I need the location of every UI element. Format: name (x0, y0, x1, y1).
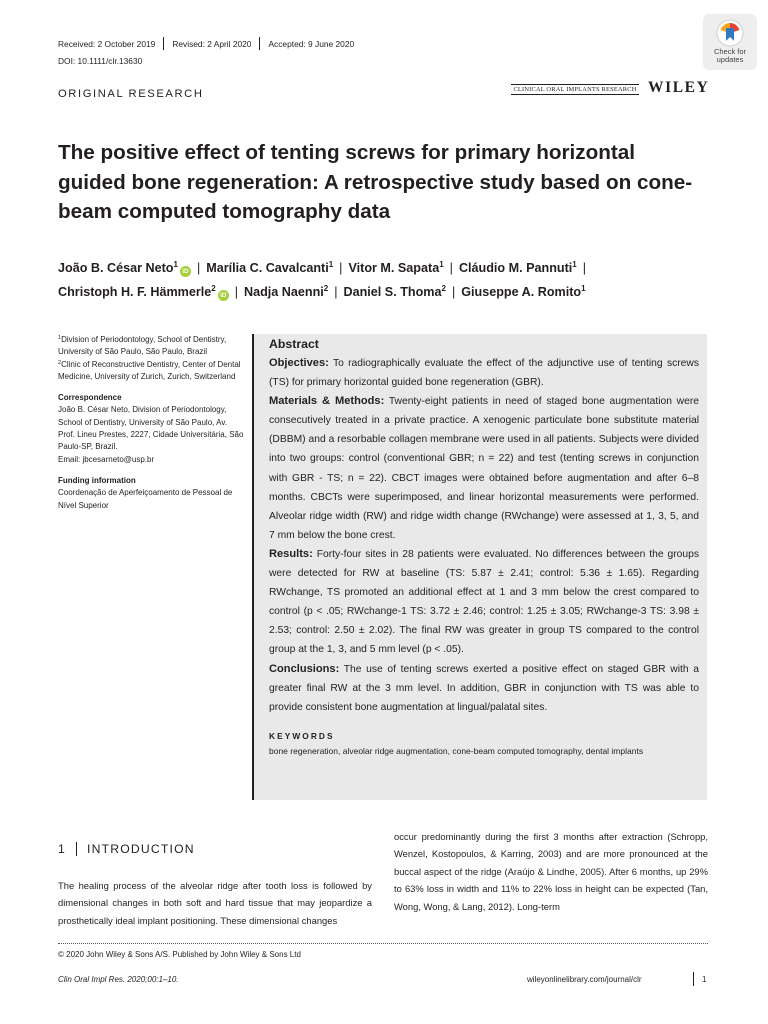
orcid-icon[interactable]: iD (180, 266, 191, 277)
divider: | (449, 261, 453, 275)
affiliation: $^1$Division of Periodontology, School of Dentistry, University of São Paulo, São Paulo, Brazil (58, 335, 227, 357)
divider: | (196, 261, 201, 275)
author-name[interactable]: João B. César Neto$^1$iD (58, 261, 191, 275)
divider: | (234, 285, 238, 299)
keywords-text: bone regeneration, alveolar ridge augmentation, cone-beam computed tomography, dental implants (269, 745, 644, 756)
body-text-column-2: occur predominantly during the first 3 months after extraction (Schropp, Wenzel, Kostopoulos, & Karring, 2003) and are more pronounced at the buccal aspect of the ridge (Araújo & Lindhe, 2005). After 6 months, up 29% to 63% loss in width and 11% to 22% loss in height can be expected (Tan, Wong, Wong, & Lang, 2012). Long-term (394, 831, 708, 912)
abstract-text (269, 354, 699, 717)
section-title: INTRODUCTION (86, 842, 195, 856)
divider: | (451, 285, 456, 299)
affiliation: $^2$Clinic of Reconstructive Dentistry, Center of Dental Medicine, University of Zurich, Zurich, Switzerland (58, 359, 241, 381)
abstract-results: Results: Forty-four sites in 28 patients were evaluated. No differences between the groups were detected for RW at baseline (TS: 5.87 ± 2.41; control: 5.36 ± 1.65). Regarding RWchange, TS promoted an additional effect at 1 and 3 mm below the crest compared to control (p < .05; RWchange-1 TS: 3.72 ± 2.46; control: 1.25 ± 3.05; RWchange-3 TS: 3.98 ± 2.53; control: 2.50 ± 2.02). The final RW was greater in group TS compared to the control group at the 1, 3, and 5 mm level (p < .05). (269, 547, 699, 656)
copyright-notice: © 2020 John Wiley & Sons A/S. Published by John Wiley & Sons Ltd (58, 950, 301, 959)
divider (163, 37, 164, 50)
divider (76, 842, 77, 856)
article-title: The positive effect of tenting screws for primary horizontal guided bone regeneration: A retrospective study based on cone-beam computed tomography data (58, 141, 693, 223)
divider: | (339, 261, 343, 275)
page-number: 1 (702, 975, 707, 984)
correspondence-text: João B. César Neto, Division of Periodontology, School of Dentistry, University of São Paulo, Av. Prof. Lineu Prestes, 2227, Cidade Universitária, São Paulo-SP, Brazil. (58, 405, 244, 452)
author-name[interactable]: Vitor M. Sapata$^1$ (348, 260, 444, 275)
author-name[interactable]: Marília C. Cavalcanti$^1$ (206, 260, 334, 275)
divider: | (334, 285, 338, 299)
funding-text: Coordenação de Aperfeiçoamento de Pessoal de Nível Superior (58, 488, 233, 510)
section-label: ORIGINAL RESEARCH (58, 88, 204, 100)
check-for-updates-button[interactable] (703, 14, 757, 70)
revised-date: Revised: 2 April 2020 (172, 38, 252, 49)
funding-heading: Funding information (58, 475, 136, 485)
citation: Clin Oral Impl Res. 2020;00:1–10. (58, 975, 179, 984)
abstract-heading: Abstract (269, 337, 319, 351)
author-name[interactable]: Christoph H. F. Hämmerle$^2$iD (58, 285, 229, 299)
footer-divider (58, 943, 708, 944)
divider (259, 37, 260, 50)
email-link[interactable]: Email: jbcesarneto@usp.br (58, 454, 155, 464)
author-name[interactable]: Giuseppe A. Romito$^1$ (461, 284, 586, 299)
divider: | (582, 261, 587, 275)
author-name[interactable]: Nadja Naenni$^2$ (244, 284, 329, 299)
correspondence-heading: Correspondence (58, 393, 122, 403)
body-text-column-1: The healing process of the alveolar ridge after tooth loss is followed by dimensional changes in both soft and hard tissue that may jeopardize a prosthetically ideal implant positioning. These dimensional changes (58, 880, 372, 926)
abstract-objectives: Objectives: To radiographically evaluate the effect of the adjunctive use of tenting screws (TS) for primary horizontal guided bone regeneration (GBR). (269, 357, 699, 389)
affiliations-column (58, 334, 246, 512)
journal-website-link[interactable]: wileyonlinelibrary.com/journal/clr (527, 975, 642, 984)
check-updates-label: Check for updates (713, 47, 747, 64)
divider (693, 972, 694, 986)
abstract-methods: Materials & Methods: Twenty-eight patients in need of staged bone augmentation were consecutively treated in a private practice. A xenogenic particulate bone substitute material (DBBM) and a resorbable collagen membrane were used in all patients. Subjects were divided into two groups: control (conventional GBR; n = 22) and test (tenting screws in conjunction with GBR - TS; n = 22). CBCT images were obtained before augmentation and after 6–8 months. CBCTs were superimposed, and linear horizontal measurements were performed. Alveolar ridge width (RW) and ridge width change (RWchange) were assessed at 1, 3, 5, and 7 mm below the bone crest. (269, 395, 699, 541)
orcid-icon[interactable]: iD (218, 290, 229, 301)
doi-link[interactable]: DOI: 10.1111/clr.13630 (58, 56, 143, 66)
abstract-box (252, 334, 707, 800)
abstract-conclusions: Conclusions: The use of tenting screws exerted a positive effect on staged GBR with a greater final RW at the 3 mm level. In addition, GBR in conjunction with TS was able to provide consistent bone augmentation at lingual/palatal sites. (269, 662, 699, 713)
section-number: 1 (58, 842, 66, 856)
crossmark-icon (716, 19, 744, 47)
article-dates (58, 37, 354, 50)
author-name[interactable]: Cláudio M. Pannuti$^1$ (458, 260, 577, 275)
received-date: Received: 2 October 2019 (58, 38, 156, 49)
journal-logo: CLINICAL ORAL IMPLANTS RESEARCH (511, 84, 639, 95)
accepted-date: Accepted: 9 June 2020 (268, 38, 355, 49)
author-name[interactable]: Daniel S. Thoma$^2$ (343, 284, 446, 299)
keywords-heading: KEYWORDS (269, 730, 335, 741)
author-list (58, 256, 718, 304)
publisher-logo: WILEY (648, 79, 710, 96)
section-heading (58, 842, 195, 856)
